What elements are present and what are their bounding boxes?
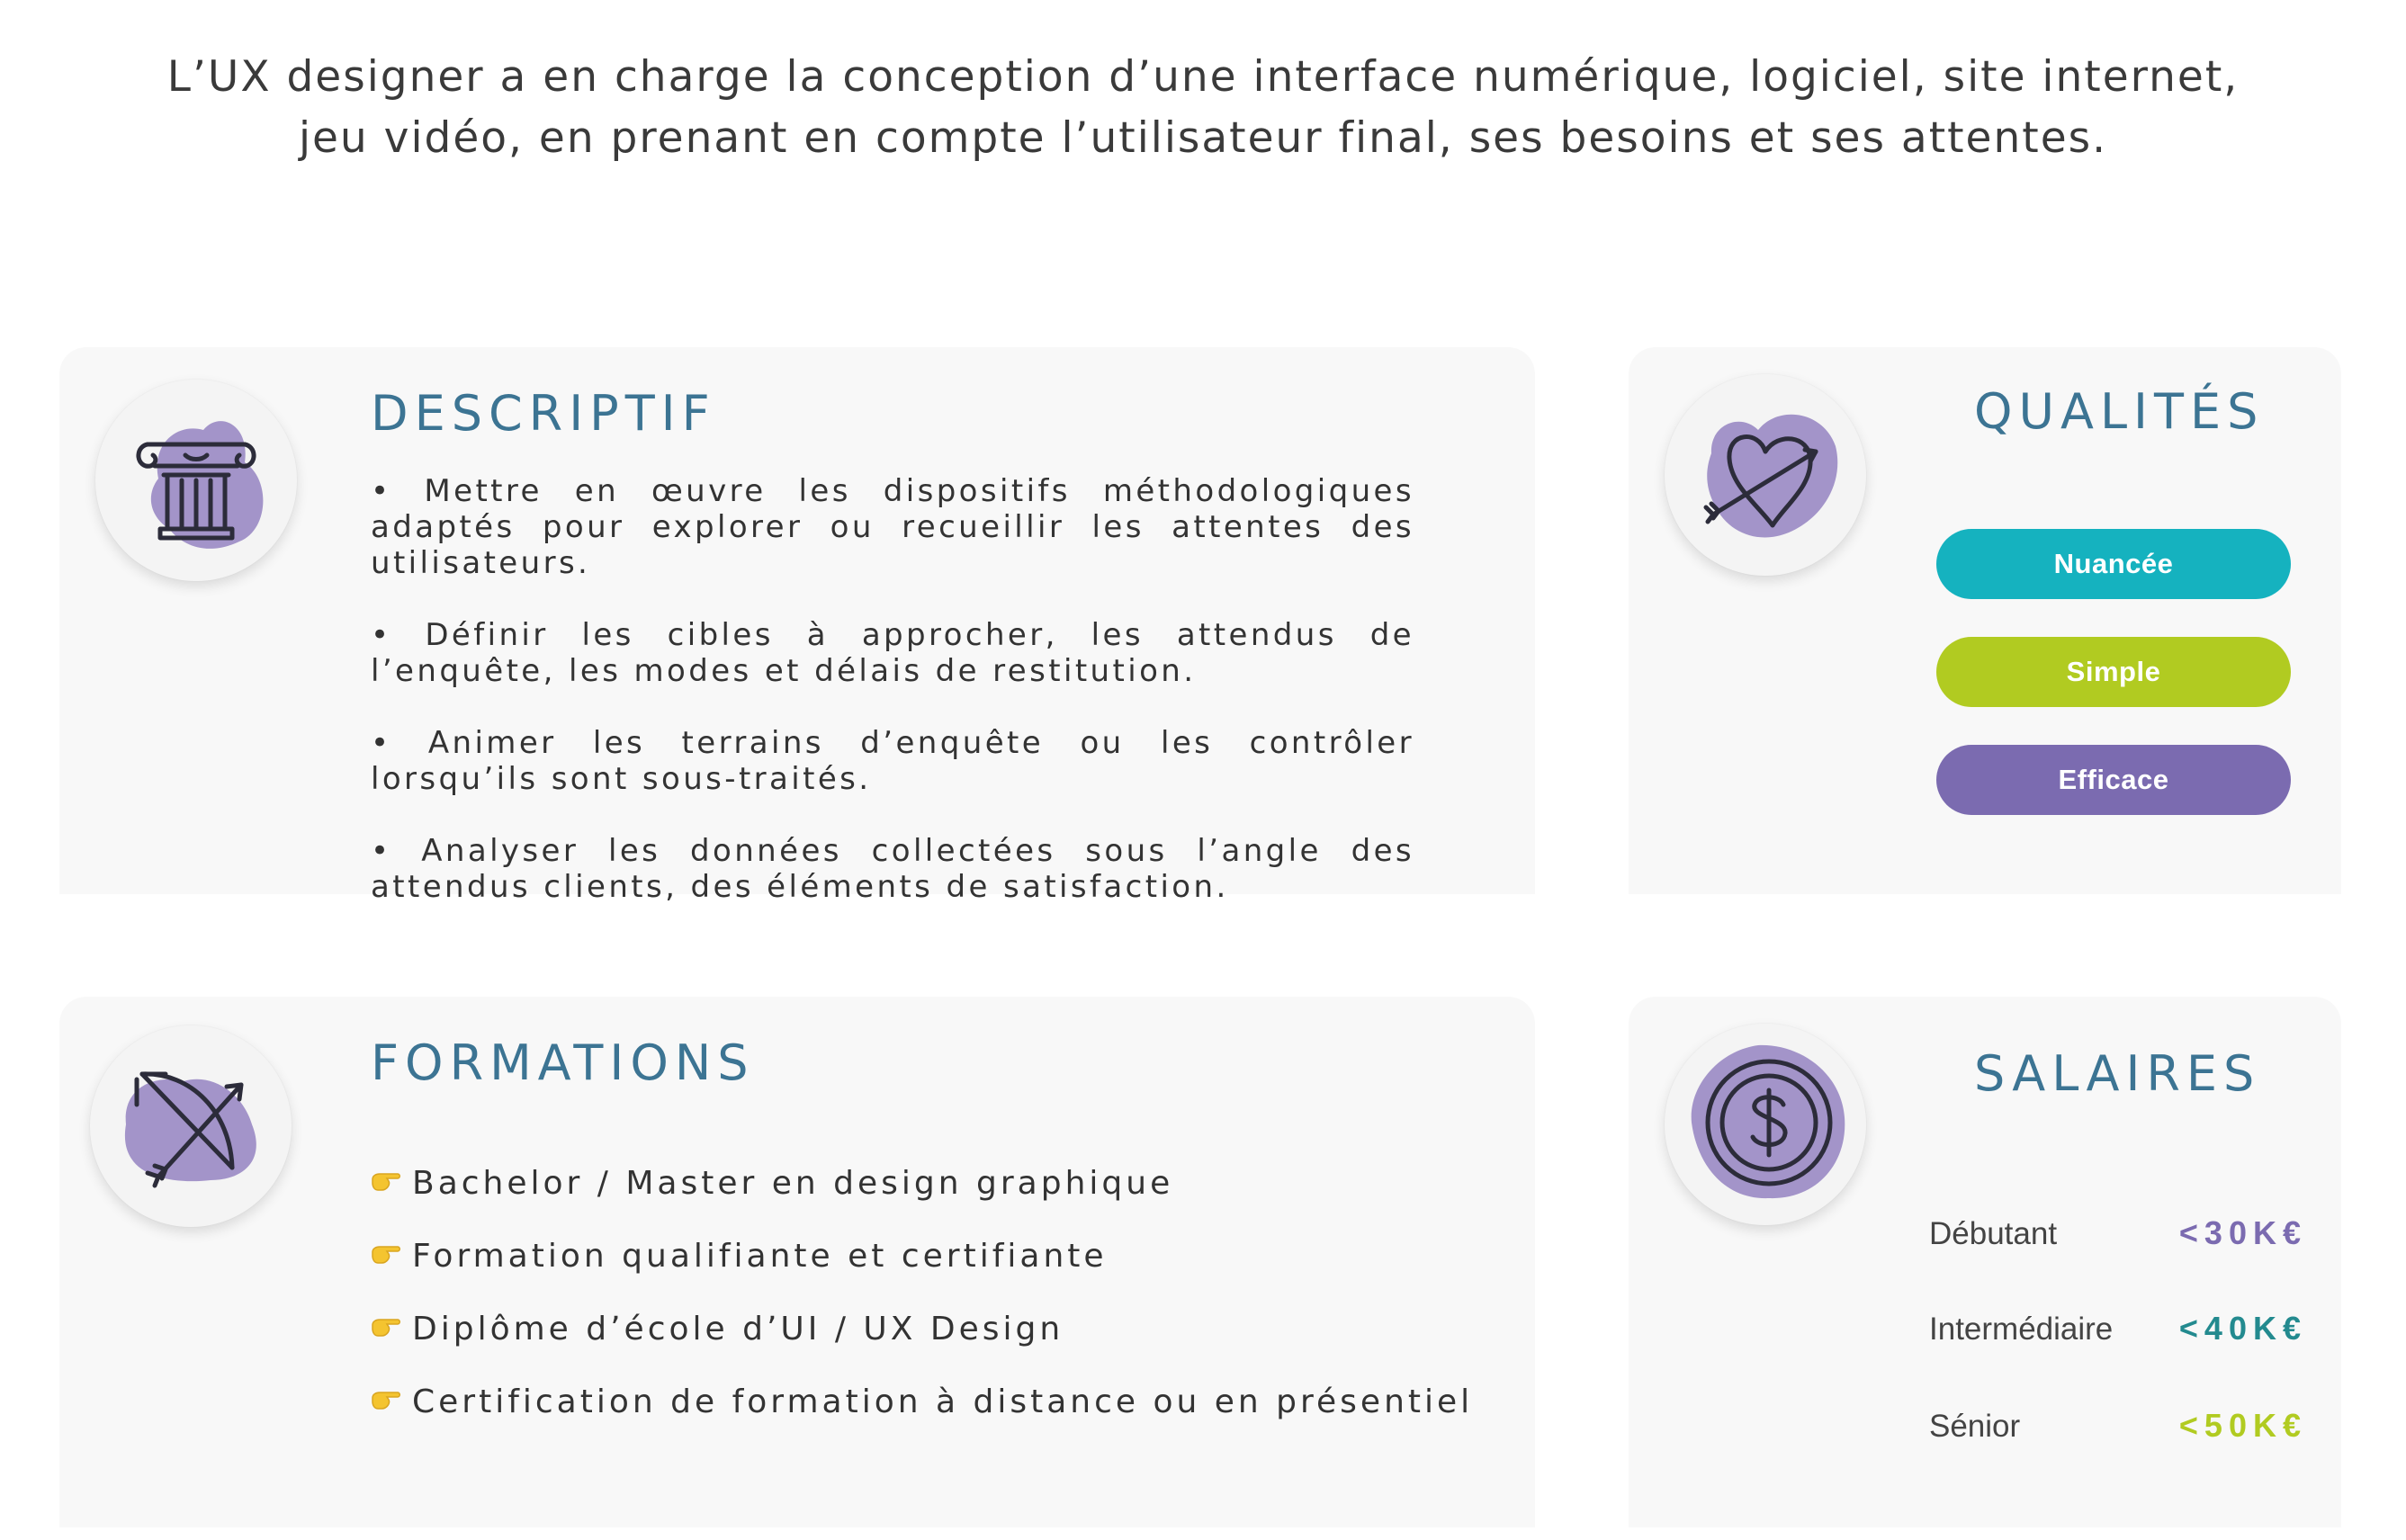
descriptif-icon-badge: [95, 380, 297, 581]
descriptif-card: [59, 347, 1535, 905]
list-item: [371, 1312, 1473, 1348]
list-item: [371, 1166, 1473, 1202]
formations-icon-badge: [90, 1025, 292, 1227]
heart-arrow-icon: [1665, 374, 1866, 576]
salary-value: <50K€: [2178, 1407, 2307, 1444]
salary-row-intermediaire: [1929, 1312, 2307, 1356]
intro-text: [0, 47, 2406, 169]
list-item: • Mettre en œuvre les dispositifs méthodologiques adaptés pour explorer ou recueillir les attentes des utilisateurs.: [371, 473, 1414, 581]
qualites-icon-badge: [1665, 374, 1866, 576]
intro-line-1: L’UX designer a en charge la conception d’une interface numérique, logiciel, site internet,: [166, 52, 2240, 102]
formations-card: [59, 997, 1535, 1527]
qualites-title: QUALITÉS: [1974, 383, 2265, 440]
dollar-coin-icon: [1665, 1024, 1866, 1225]
ionic-column-icon: [95, 380, 297, 581]
salaires-card: [1629, 997, 2341, 1527]
pointing-hand-icon: [371, 1384, 403, 1420]
list-item: [371, 1384, 1473, 1420]
salaires-icon-badge: [1665, 1024, 1866, 1225]
list-item: [371, 1239, 1473, 1275]
salary-row-senior: [1929, 1409, 2307, 1454]
formations-list: [371, 1166, 1473, 1457]
qualite-badge-simple: Simple: [1936, 637, 2291, 707]
salary-level: Intermédiaire: [1929, 1312, 2114, 1347]
salary-level: Sénior: [1929, 1409, 2021, 1444]
qualite-badge-nuancee: Nuancée: [1936, 529, 2291, 599]
qualites-card: [1629, 347, 2341, 894]
pointing-hand-icon: [371, 1239, 403, 1275]
list-item: • Animer les terrains d’enquête ou les contrôler lorsqu’ils sont sous-traités.: [371, 725, 1414, 797]
formation-item-label: Formation qualifiante et certifiante: [412, 1238, 1108, 1275]
list-item: • Analyser les données collectées sous l’angle des attendus clients, des éléments de satisfaction.: [371, 833, 1414, 905]
salary-row-debutant: [1929, 1216, 2307, 1261]
bow-arrow-icon: [90, 1025, 292, 1227]
formation-item-label: Bachelor / Master en design graphique: [412, 1165, 1174, 1202]
salary-value: <30K€: [2178, 1214, 2307, 1251]
salaires-title: SALAIRES: [1974, 1045, 2261, 1102]
intro-line-2: jeu vidéo, en prenant en compte l’utilisateur final, ses besoins et ses attentes.: [298, 113, 2108, 163]
pointing-hand-icon: [371, 1166, 403, 1202]
list-item: • Définir les cibles à approcher, les attendus de l’enquête, les modes et délais de restitution.: [371, 617, 1414, 689]
pointing-hand-icon: [371, 1312, 403, 1348]
qualite-badge-efficace: Efficace: [1936, 745, 2291, 815]
salary-value: <40K€: [2178, 1310, 2307, 1347]
formations-title: FORMATIONS: [371, 1034, 755, 1091]
descriptif-title: DESCRIPTIF: [371, 385, 716, 442]
descriptif-list: [371, 473, 1414, 941]
formation-item-label: Certification de formation à distance ou en présentiel: [412, 1383, 1474, 1420]
formation-item-label: Diplôme d’école d’UI / UX Design: [412, 1311, 1064, 1348]
salary-level: Débutant: [1929, 1216, 2058, 1251]
